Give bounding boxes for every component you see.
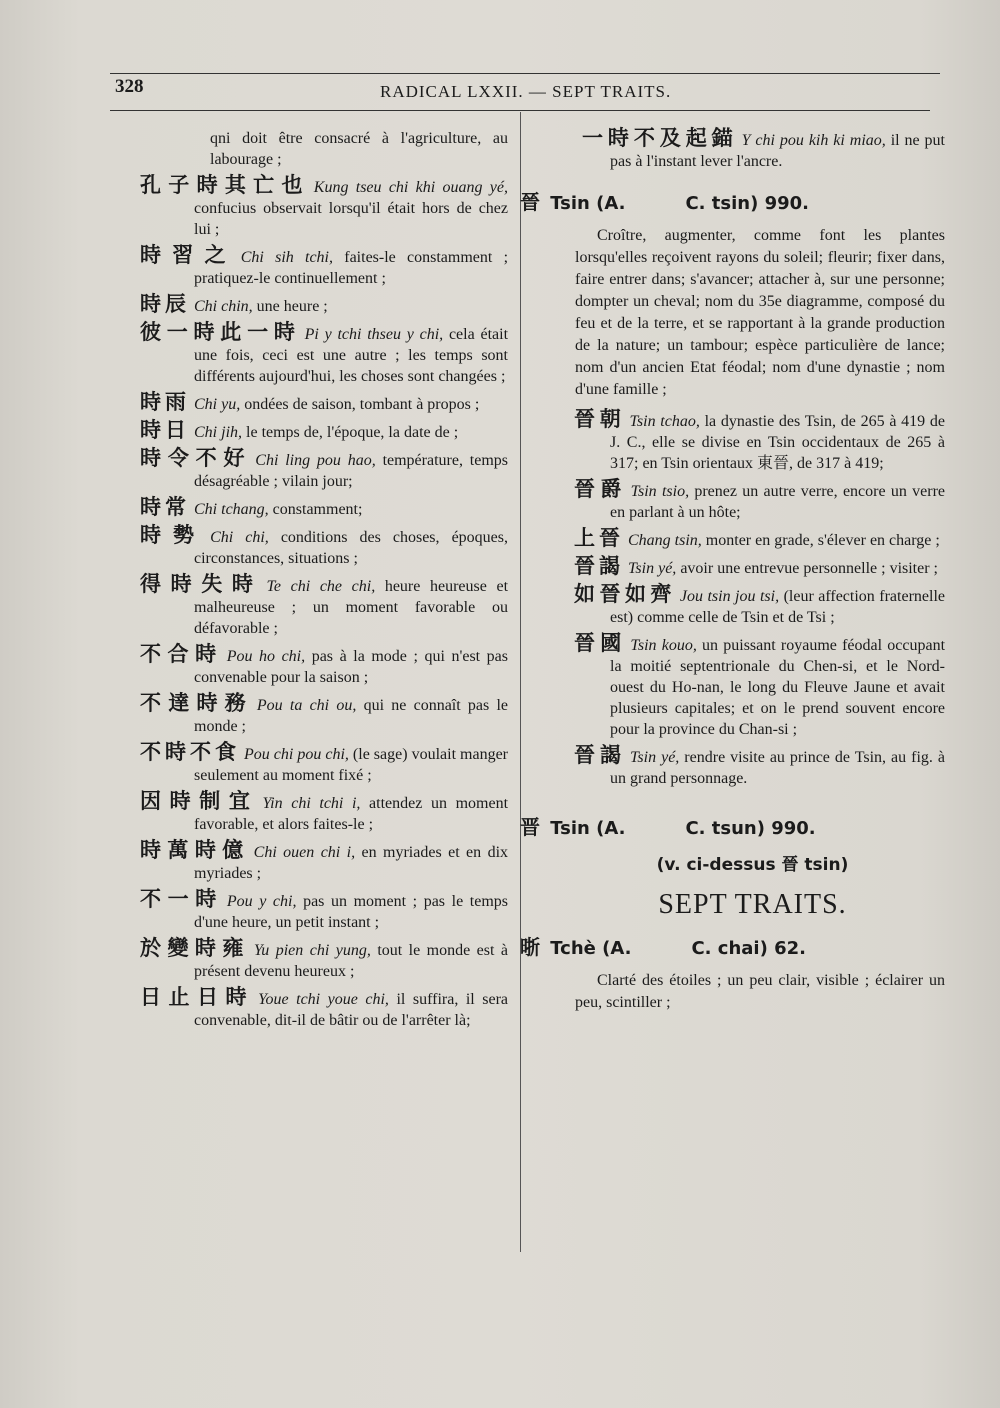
- definition: il suffira, il sera convenable, dit-il de bâtir ou de l'arrêter là;: [194, 991, 509, 1029]
- phrase-entry: [140, 742, 508, 786]
- definition: le temps de, l'époque, la date de ;: [242, 424, 459, 441]
- romanization: Pi y tchi thseu y chi,: [304, 326, 444, 343]
- headword-reading: Tchè (A.: [550, 938, 632, 959]
- romanization: Youe tchi youe chi,: [258, 991, 389, 1008]
- han-phrase: 晉國: [574, 631, 627, 655]
- han-phrase: 晉爵: [574, 477, 627, 501]
- definition: attendez un moment favorable, et alors faites-le ;: [194, 795, 509, 833]
- romanization: Tsin kouo,: [630, 637, 697, 654]
- headword-index: C. chai) 62.: [691, 938, 806, 959]
- left-entry-list: [140, 175, 508, 1031]
- headword-character: 晣: [520, 935, 540, 959]
- definition: conditions des choses, époques, circonstances, situations ;: [194, 529, 509, 567]
- phrase-entry: [140, 420, 508, 443]
- han-phrase: 一時不及起錨: [582, 126, 738, 150]
- phrase-entry: [520, 745, 945, 789]
- phrase-entry: [140, 574, 508, 639]
- header-top-rule: [110, 73, 940, 74]
- phrase-entry: [140, 245, 508, 289]
- right-column: [520, 128, 945, 1022]
- han-phrase: 不合時: [140, 642, 223, 666]
- romanization: Jou tsin jou tsi,: [679, 588, 780, 605]
- han-phrase: 於變時雍: [140, 936, 250, 960]
- romanization: Chi ling pou hao,: [255, 452, 376, 469]
- headword-definition: Croître, augmenter, comme font les plantes lorsqu'elles reçoivent rayons du soleil; fleurir; fixer dans, faire entrer dans; s'avancer; attacher à, sur une personne; dompter un cheval; nom du 35e diagramme, composé du feu et de la terre, et se rapportant à la grande production de la nature; un tambour; espèce particulière de lance; nom d'un ancien Etat féodal; nom d'une dynastie ; nom d'une famille ;: [575, 227, 945, 398]
- headword-character: 晉: [520, 190, 540, 214]
- headword-reading: Tsin (A.: [550, 193, 626, 214]
- definition: monter en grade, s'élever en charge ;: [701, 532, 940, 549]
- phrase-entry: [140, 938, 508, 982]
- romanization: Tsin tsio,: [630, 483, 690, 500]
- han-phrase: 彼一時此一時: [140, 320, 301, 344]
- romanization: Chi chin,: [194, 298, 253, 315]
- headword-character: 晋: [520, 815, 540, 839]
- headword-index: C. tsun) 990.: [685, 818, 816, 839]
- definition: heure heureuse et malheureuse ; un moment favorable ou défavorable ;: [194, 578, 509, 637]
- han-phrase: 晉朝: [574, 407, 626, 431]
- romanization: Pou chi pou chi,: [244, 746, 349, 763]
- romanization: Y chi pou kih ki miao,: [741, 132, 886, 149]
- han-phrase: 晉謁: [574, 554, 624, 578]
- definition: la dynastie des Tsin, de 265 à 419 de J. C., elle se divise en Tsin occidentaux de 265 à 317; en Tsin orientaux 東晉, de 317 à 419;: [610, 413, 945, 472]
- continuation-text: qni doit être consacré à l'agriculture, au labourage ;: [210, 130, 508, 168]
- phrase-entry: [520, 528, 945, 551]
- phrase-entry: [140, 840, 508, 884]
- phrase-entry: [520, 409, 945, 474]
- romanization: Chi yu,: [194, 396, 241, 413]
- definition: température, temps désagréable ; vilain jour;: [194, 452, 509, 490]
- definition: rendre visite au prince de Tsin, au fig. à un grand personnage.: [610, 749, 946, 787]
- definition: pas à la mode ; qui n'est pas convenable pour la saison ;: [194, 648, 509, 686]
- headword-entry: [520, 931, 945, 960]
- han-phrase: 時萬時億: [140, 838, 250, 862]
- han-phrase: 不一時: [140, 887, 223, 911]
- han-phrase: 孔子時其亡也: [140, 173, 310, 197]
- phrase-entry: [520, 479, 945, 523]
- romanization: Kung tseu chi khi ouang yé,: [313, 179, 509, 196]
- phrase-entry: [140, 644, 508, 688]
- phrase-entry: [140, 497, 508, 520]
- phrase-entry: [140, 175, 508, 240]
- phrase-entry: [520, 633, 945, 740]
- han-phrase: 上晉: [574, 526, 624, 550]
- han-phrase: 時常: [140, 495, 190, 519]
- romanization: Chang tsin,: [628, 532, 702, 549]
- han-phrase: 時辰: [140, 292, 190, 316]
- han-phrase: 得時失時: [140, 572, 263, 596]
- phrase-entry: [140, 889, 508, 933]
- definition: constamment;: [268, 501, 363, 518]
- romanization: Tsin yé,: [630, 749, 680, 766]
- romanization: Pou ta chi ou,: [256, 697, 357, 714]
- cross-reference: (v. ci-dessus 晉 tsin): [656, 855, 849, 875]
- phrase-entry: [520, 128, 945, 172]
- phrase-entry: [140, 448, 508, 492]
- running-head: RADICAL LXXII. — SEPT TRAITS.: [380, 82, 672, 101]
- headword-reading: Tsin (A.: [550, 818, 626, 839]
- han-phrase: 日止日時: [140, 985, 255, 1009]
- romanization: Chi ouen chi i,: [253, 844, 356, 861]
- romanization: Chi tchang,: [194, 501, 269, 518]
- definition: faites-le constamment ; pratiquez-le continuellement ;: [194, 249, 509, 287]
- romanization: Pou ho chi,: [226, 648, 306, 665]
- headword-definition: Clarté des étoiles ; un peu clair, visible ; éclairer un peu, scintiller ;: [575, 972, 945, 1011]
- romanization: Te chi che chi,: [266, 578, 376, 595]
- definition: avoir une entrevue personnelle ; visiter ;: [676, 560, 938, 577]
- definition: prenez un autre verre, encore un verre en parlant à un hôte;: [610, 483, 945, 521]
- header-bottom-rule: [110, 110, 930, 111]
- romanization: Chi chi,: [210, 529, 269, 546]
- han-phrase: 時日: [140, 418, 190, 442]
- romanization: Yu pien chi yung,: [253, 942, 371, 959]
- han-phrase: 時雨: [140, 390, 190, 414]
- han-phrase: 晉謁: [574, 743, 626, 767]
- phrase-entry: [140, 525, 508, 569]
- definition: une heure ;: [252, 298, 328, 315]
- headword-index: C. tsin) 990.: [685, 193, 809, 214]
- han-phrase: 不達時務: [140, 691, 253, 715]
- phrase-entry: [140, 693, 508, 737]
- definition: (le sage) voulait manger seulement au moment fixé ;: [194, 746, 508, 784]
- definition: un puissant royaume féodal occupant la moitié septentrionale du Chen-si, et le Nord-ouest du Ho-nan, le long du Fleuve Jaune et avait plusieurs capitales; et on le prend souvent encore pour la province du Chan-si ;: [610, 637, 946, 738]
- definition: ondées de saison, tombant à propos ;: [240, 396, 480, 413]
- definition: cela était une fois, ceci est une autre ; les temps sont différents aujourd'hui, les choses sont changées ;: [194, 326, 509, 385]
- definition: confucius observait lorsqu'il était hors de chez lui ;: [194, 200, 508, 238]
- romanization: Chi jih,: [194, 424, 243, 441]
- romanization: Tsin tchao,: [629, 413, 700, 430]
- definition: qui ne connaît pas le monde ;: [194, 697, 509, 735]
- han-phrase: 如晉如齊: [574, 582, 676, 606]
- romanization: Tsin yé,: [628, 560, 677, 577]
- phrase-entry: [140, 392, 508, 415]
- han-phrase: 時勢: [140, 523, 207, 547]
- phrase-entry: [520, 584, 945, 628]
- section-title: SEPT TRAITS.: [658, 889, 847, 920]
- definition: tout le monde est à présent devenu heureux ;: [194, 942, 509, 980]
- han-phrase: 時習之: [140, 243, 237, 267]
- han-phrase: 時令不好: [140, 446, 252, 470]
- definition: en myriades et en dix myriades ;: [194, 844, 509, 882]
- left-column: [140, 128, 508, 1036]
- han-phrase: 不時不食: [140, 740, 241, 764]
- headword-entry: [520, 186, 945, 215]
- romanization: Chi sih tchi,: [240, 249, 333, 266]
- phrase-entry: [520, 556, 945, 579]
- definition: il ne put pas à l'instant lever l'ancre.: [610, 132, 945, 170]
- phrase-entry: [140, 791, 508, 835]
- definition: (leur affection fraternelle est) comme celle de Tsin et de Tsi ;: [610, 588, 946, 626]
- phrase-entry: [140, 987, 508, 1031]
- han-phrase: 因時制宜: [140, 789, 259, 813]
- phrase-entry: [140, 294, 508, 317]
- definition: pas un moment ; pas le temps d'une heure, un petit instant ;: [194, 893, 509, 931]
- romanization: Pou y chi,: [226, 893, 297, 910]
- page-number: 328: [115, 76, 144, 97]
- page-header: [110, 70, 940, 110]
- right-entry-list: [520, 409, 945, 789]
- headword-entry: [520, 811, 945, 840]
- romanization: Yin chi tchi i,: [262, 795, 361, 812]
- phrase-entry: [140, 322, 508, 387]
